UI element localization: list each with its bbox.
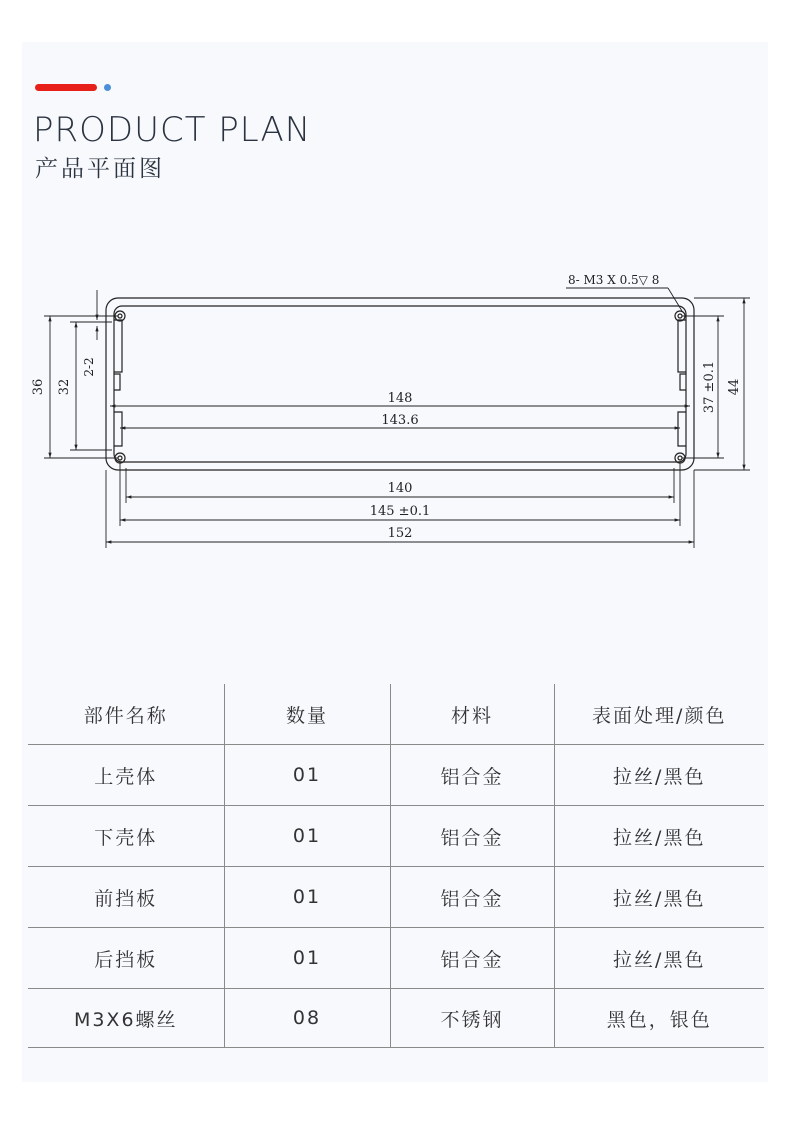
table-row [28,989,764,1048]
dim-2-2: 2-2 [82,357,96,377]
accent-bar-red [35,84,97,91]
dim-36: 36 [31,378,46,396]
parts-table [28,684,764,1048]
cell-material: 铝合金 [390,745,554,806]
enclosure-outline [106,298,694,470]
table-row [28,928,764,989]
screw-callout: 8- M3 X 0.5▽ 8 [568,273,660,287]
cell-part-name: 前挡板 [28,867,224,928]
cell-finish-color: 拉丝/黑色 [554,867,764,928]
table-row [28,745,764,806]
header-material: 材料 [390,684,554,745]
cell-finish-color: 拉丝/黑色 [554,928,764,989]
cell-finish-color: 拉丝/黑色 [554,806,764,867]
table-row [28,867,764,928]
cell-quantity: 01 [224,745,390,806]
cell-quantity: 08 [224,989,390,1048]
cell-quantity: 01 [224,806,390,867]
table-header-row [28,684,764,745]
dim-140: 140 [387,481,413,496]
dim-148: 148 [387,391,413,406]
table-row [28,806,764,867]
dim-37: 37 ±0.1 [702,360,717,414]
dim-32: 32 [57,378,72,396]
cell-part-name: M3X6螺丝 [28,989,224,1048]
technical-drawing [0,255,790,575]
cell-material: 铝合金 [390,806,554,867]
dim-145: 145 ±0.1 [369,504,431,519]
cell-part-name: 上壳体 [28,745,224,806]
cell-part-name: 后挡板 [28,928,224,989]
dim-152: 152 [387,526,413,541]
cell-finish-color: 黑色，银色 [554,989,764,1048]
cell-quantity: 01 [224,867,390,928]
dim-44: 44 [727,378,742,396]
cell-part-name: 下壳体 [28,806,224,867]
cell-material: 铝合金 [390,928,554,989]
page-title-english: PRODUCT PLAN [33,110,312,150]
header-part-name: 部件名称 [28,684,224,745]
page-title-chinese: 产品平面图 [35,156,165,182]
cell-material: 不锈钢 [390,989,554,1048]
accent-dot-blue [104,84,111,91]
cell-finish-color: 拉丝/黑色 [554,745,764,806]
header-quantity: 数量 [224,684,390,745]
cell-material: 铝合金 [390,867,554,928]
dim-143-6: 143.6 [381,413,419,428]
header-finish-color: 表面处理/颜色 [554,684,764,745]
cell-quantity: 01 [224,928,390,989]
